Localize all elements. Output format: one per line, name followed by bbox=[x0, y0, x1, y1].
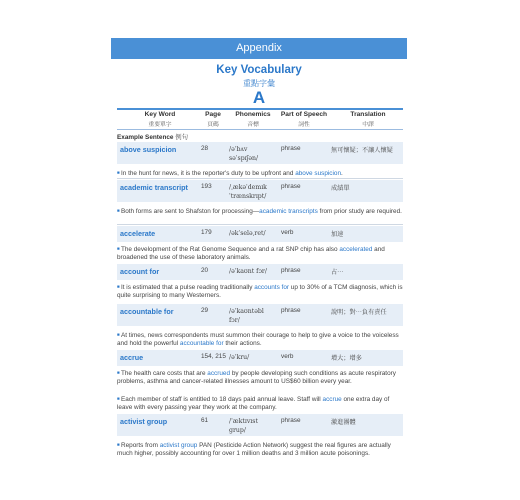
vocab-translation: 激進團體 bbox=[331, 419, 356, 426]
appendix-page bbox=[111, 0, 407, 500]
example-sentence: ■ Reports from activist group PAN (Pesticide Action Network) suggest the real figures are actually much higher, possibly accounting for over 1 million deaths and 3 million acute poisonings. bbox=[117, 441, 391, 458]
vocab-page: 193 bbox=[201, 183, 212, 190]
bullet-icon: ■ bbox=[117, 332, 121, 337]
header-key-word: Key Word 重要單字 bbox=[144, 111, 176, 128]
highlighted-term: above suspicion bbox=[295, 169, 342, 177]
example-sentence: ■ The health care costs that are accrued by people developing such conditions as acute respiratory problems, asthma and cancer-related illnesses amount to US$60 billion every year. bbox=[117, 369, 396, 386]
vocab-word[interactable]: above suspicion bbox=[120, 145, 177, 154]
vocab-entry-bar bbox=[117, 226, 403, 242]
header-part-of-speech: Part of Speech 詞性 bbox=[280, 111, 328, 128]
header-translation: Translation 中譯 bbox=[350, 111, 386, 128]
vocab-word[interactable]: accelerate bbox=[120, 229, 156, 238]
vocab-page: 20 bbox=[201, 267, 209, 274]
vocab-phonetic: /əˈkaʊnt fɔr/ bbox=[229, 268, 267, 275]
vocab-phonetic: /əˈkaʊntəbl fɔr/ bbox=[229, 308, 264, 324]
bullet-icon: ■ bbox=[117, 442, 121, 447]
vocab-phonetic: /ˌækəˈdemɪk ˈtrænskrɪpt/ bbox=[229, 184, 267, 200]
header-bottom-rule bbox=[117, 129, 403, 130]
appendix-banner: Appendix bbox=[111, 38, 407, 59]
vocab-word[interactable]: account for bbox=[120, 267, 160, 276]
highlighted-term: accrued bbox=[207, 369, 231, 377]
highlighted-term: accountable for bbox=[179, 340, 224, 348]
vocab-page: 154, 215 bbox=[201, 353, 226, 360]
entry-separator bbox=[117, 178, 403, 179]
page-subtitle: 重點字彙 bbox=[243, 79, 275, 88]
vocab-part-of-speech: verb bbox=[281, 229, 294, 236]
vocab-page: 28 bbox=[201, 145, 209, 152]
highlighted-term: academic transcripts bbox=[259, 207, 318, 215]
vocab-entry-bar bbox=[117, 350, 403, 366]
vocab-part-of-speech: phrase bbox=[281, 183, 301, 190]
vocab-entry-bar bbox=[117, 180, 403, 202]
example-sentence: ■ In the hunt for news, it is the reporter's duty to be upfront and above suspicion. bbox=[117, 169, 343, 177]
vocab-entry-bar bbox=[117, 264, 403, 280]
highlighted-term: accounts for bbox=[254, 283, 289, 291]
vocab-part-of-speech: phrase bbox=[281, 267, 301, 274]
vocab-part-of-speech: verb bbox=[281, 353, 294, 360]
vocab-phonetic: /əˈkru/ bbox=[229, 354, 250, 361]
vocab-part-of-speech: phrase bbox=[281, 307, 301, 314]
section-letter: A bbox=[252, 88, 266, 107]
vocab-entry-bar bbox=[117, 304, 403, 326]
vocab-word[interactable]: academic transcript bbox=[120, 183, 188, 192]
vocab-part-of-speech: phrase bbox=[281, 417, 301, 424]
vocab-phonetic: /əˈbʌv səˈspɪʃən/ bbox=[229, 146, 259, 162]
bullet-icon: ■ bbox=[117, 208, 121, 213]
vocab-entry-bar bbox=[117, 142, 403, 164]
vocab-entry-bar bbox=[117, 414, 403, 436]
vocab-page: 61 bbox=[201, 417, 209, 424]
example-sentence: ■ Each member of staff is entitled to 18 days paid annual leave. Staff will accrue one extra day of leave with every passing year they work at the company. bbox=[117, 395, 390, 412]
vocab-word[interactable]: accountable for bbox=[120, 307, 174, 316]
example-sentence: ■ At times, news correspondents must summon their courage to help to give a voice to the voiceless and hold the powerful accountable for their actions. bbox=[117, 331, 399, 348]
page-title: Key Vocabulary bbox=[216, 64, 302, 76]
header-top-rule bbox=[117, 108, 403, 110]
highlighted-term: accelerated bbox=[339, 245, 373, 253]
highlighted-term: accrue bbox=[322, 395, 342, 403]
vocab-translation: 成績單 bbox=[331, 185, 350, 192]
vocab-word[interactable]: accrue bbox=[120, 353, 144, 362]
vocab-word[interactable]: activist group bbox=[120, 417, 168, 426]
vocab-page: 29 bbox=[201, 307, 209, 314]
vocab-phonetic: /ˈæktɪvɪst grup/ bbox=[229, 418, 258, 434]
vocab-translation: 占⋯ bbox=[331, 269, 344, 276]
highlighted-term: activist group bbox=[159, 441, 198, 449]
vocab-translation: 說明；對⋯負有責任 bbox=[331, 309, 387, 316]
vocab-translation: 增大；增多 bbox=[331, 355, 362, 362]
example-sentence: ■ The development of the Rat Genome Sequence and a rat SNP chip has also accelerated and broadened the use of these laboratory animals. bbox=[117, 245, 385, 262]
bullet-icon: ■ bbox=[117, 246, 121, 251]
vocab-translation: 無可懷疑；不讓人懷疑 bbox=[331, 147, 393, 154]
vocab-page: 179 bbox=[201, 229, 212, 236]
bullet-icon: ■ bbox=[117, 396, 121, 401]
vocab-part-of-speech: phrase bbox=[281, 145, 301, 152]
vocab-phonetic: /əkˈseləˌret/ bbox=[229, 230, 266, 237]
bullet-icon: ■ bbox=[117, 170, 121, 175]
example-sentence: ■ It is estimated that a pulse reading traditionally accounts for up to 30% of a TCM diagnosis, which is quite surprising to many Westerners. bbox=[117, 283, 403, 300]
example-sentence: ■ Both forms are sent to Shafston for processing—academic transcripts from prior study are required. bbox=[117, 207, 402, 215]
example-sentence-label: Example Sentence 例句 bbox=[117, 134, 189, 141]
vocab-translation: 加速 bbox=[331, 231, 344, 238]
bullet-icon: ■ bbox=[117, 370, 121, 375]
header-page: Page 頁碼 bbox=[205, 111, 221, 128]
header-phonetics: Phonemics 音標 bbox=[235, 111, 271, 128]
entry-separator bbox=[117, 224, 403, 225]
bullet-icon: ■ bbox=[117, 284, 121, 289]
